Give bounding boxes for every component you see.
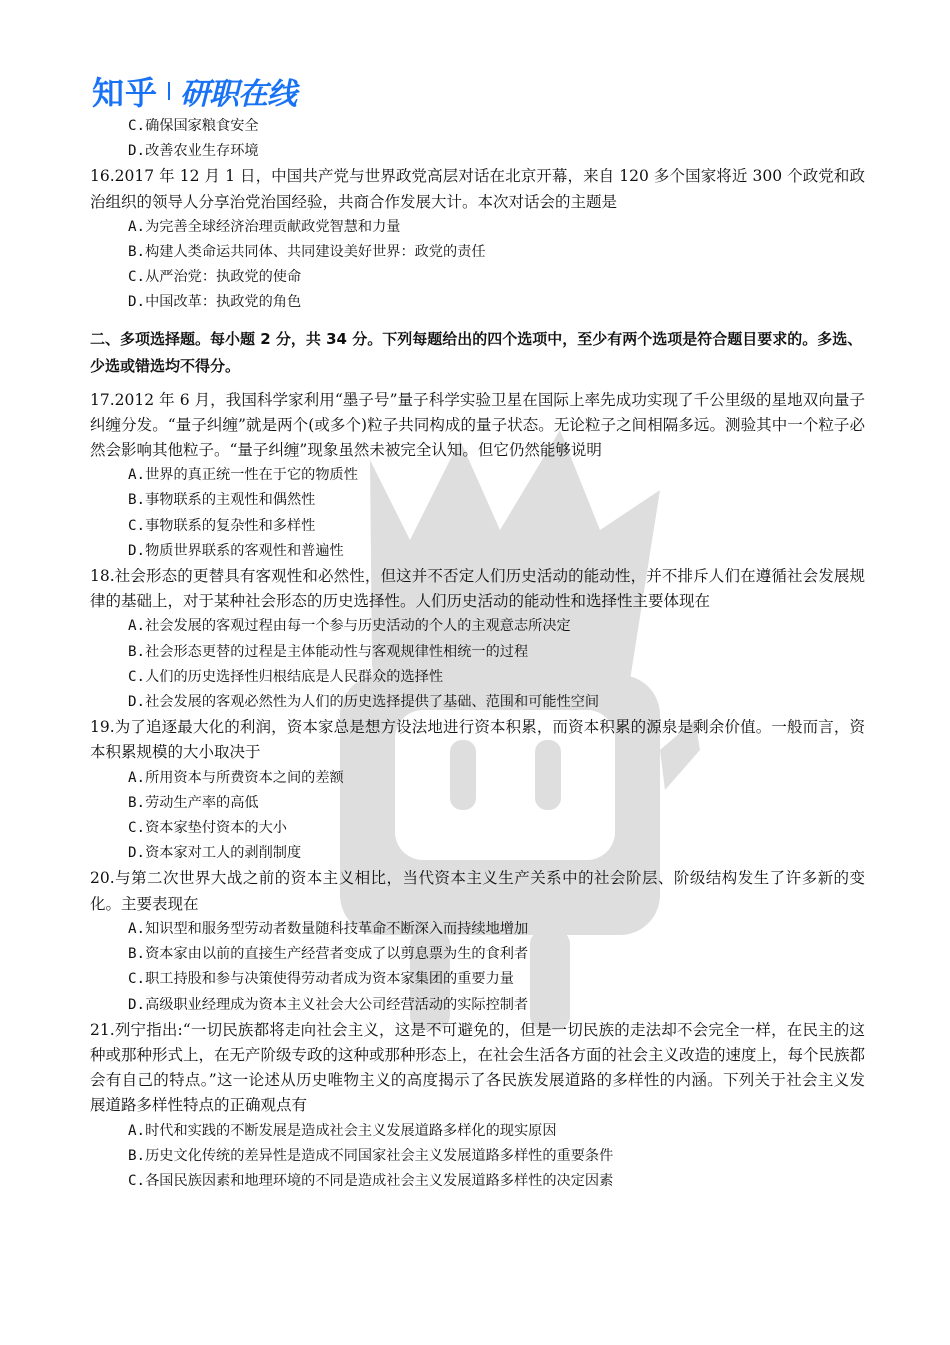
- q17-option-d: D.物质世界联系的客观性和普遍性: [128, 542, 344, 559]
- brand-name: 研职在线: [180, 77, 297, 112]
- q17-option-a: A.世界的真正统一性在于它的物质性: [128, 467, 358, 484]
- question-16-stem: 16.2017 年 12 月 1 日，中国共产党与世界政党高层对话在北京开幕，来自 120 多个国家将近 300 个政党和政治组织的领导人分享治党治国经验，共商合作发展大计。本次对话会的主题是: [90, 167, 865, 211]
- exam-content: [90, 114, 865, 1194]
- question-21-stem: 21.列宁指出:“一切民族都将走向社会主义，这是不可避免的，但是一切民族的走法却不会完全一样，在民主的这种或那种形式上，在无产阶级专政的这种或那种形态上，在社会生活各方面的社会主义改造的速度上，每个民族都会有自己的特点。”这一论述从历史唯物主义的高度揭示了各民族发展道路的多样性的内涵。下列关于社会主义发展道路多样性特点的正确观点有: [90, 1020, 866, 1115]
- q18-option-b: B.社会形态更替的过程是主体能动性与客观规律性相统一的过程: [128, 643, 529, 660]
- q19-option-a: A.所用资本与所费资本之间的差额: [128, 769, 344, 786]
- q16-option-a: A.为完善全球经济治理贡献政党智慧和力量: [128, 218, 401, 235]
- q20-option-d: D.高级职业经理成为资本主义社会大公司经营活动的实际控制者: [128, 996, 529, 1013]
- q19-option-c: C.资本家垫付资本的大小: [128, 820, 287, 837]
- q18-option-a: A.社会发展的客观过程由每一个参与历史活动的个人的主观意志所决定: [128, 618, 571, 635]
- question-19-stem: 19.为了追逐最大化的利润，资本家总是想方设法地进行资本积累，而资本积累的源泉是剩余价值。一般而言，资本积累规模的大小取决于: [90, 718, 865, 762]
- q17-option-c: C.事物联系的复杂性和多样性: [128, 517, 316, 534]
- prev-option-c: C.确保国家粮食安全: [128, 118, 259, 134]
- q19-option-d: D.资本家对工人的剥削制度: [128, 845, 302, 862]
- q18-option-d: D.社会发展的客观必然性为人们的历史选择提供了基础、范围和可能性空间: [128, 694, 600, 711]
- q17-option-b: B.事物联系的主观性和偶然性: [128, 492, 316, 509]
- q20-option-b: B.资本家由以前的直接生产经营者变成了以剪息票为生的食利者: [128, 946, 529, 963]
- section-heading-multiple-choice: 二、多项选择题。每小题 2 分，共 34 分。下列每题给出的四个选项中，至少有两个选项是符合题目要求的。多选、少选或错选均不得分。: [90, 329, 863, 375]
- q21-option-b: B.历史文化传统的差异性是造成不同国家社会主义发展道路多样性的重要条件: [128, 1147, 614, 1164]
- q18-option-c: C.人们的历史选择性归根结底是人民群众的选择性: [128, 668, 444, 685]
- logo-divider: [168, 82, 170, 100]
- q16-option-d: D.中国改革：执政党的角色: [128, 294, 302, 311]
- q19-option-b: B.劳动生产率的高低: [128, 794, 259, 811]
- question-18-stem: 18.社会形态的更替具有客观性和必然性，但这并不否定人们历史活动的能动性，并不排斥人们在遵循社会发展规律的基础上，对于某种社会形态的历史选择性。人们历史活动的能动性和选择性主要体现在: [90, 567, 865, 611]
- q16-option-c: C.从严治党：执政党的使命: [128, 269, 302, 286]
- prev-option-d: D.改善农业生存环境: [128, 143, 259, 160]
- question-20-stem: 20.与第二次世界大战之前的资本主义相比，当代资本主义生产关系中的社会阶层、阶级结构发生了许多新的变化。主要表现在: [90, 869, 865, 913]
- question-17-stem: 17.2012 年 6 月，我国科学家利用“墨子号”量子科学实验卫星在国际上率先成功实现了千公里级的星地双向量子纠缠分发。“量子纠缠”就是两个(或多个)粒子共同构成的量子状态。无论粒子之间相隔多远。测验其中一个粒子必然会影响其他粒子。“量子纠缠”现象虽然未被完全认知。但它仍然能够说明: [90, 390, 865, 460]
- q20-option-c: C.职工持股和参与决策使得劳动者成为资本家集团的重要力量: [128, 971, 514, 988]
- q21-option-a: A.时代和实践的不断发展是造成社会主义发展道路多样化的现实原因: [128, 1122, 557, 1139]
- q21-option-c: C.各国民族因素和地理环境的不同是造成社会主义发展道路多样性的决定因素: [128, 1172, 614, 1189]
- site-logo[interactable]: [92, 68, 296, 114]
- zhihu-logo: 知乎: [92, 74, 159, 112]
- q16-option-b: B.构建人类命运共同体、共同建设美好世界：政党的责任: [128, 244, 486, 261]
- q20-option-a: A.知识型和服务型劳动者数量随科技革命不断深入而持续地增加: [128, 920, 529, 937]
